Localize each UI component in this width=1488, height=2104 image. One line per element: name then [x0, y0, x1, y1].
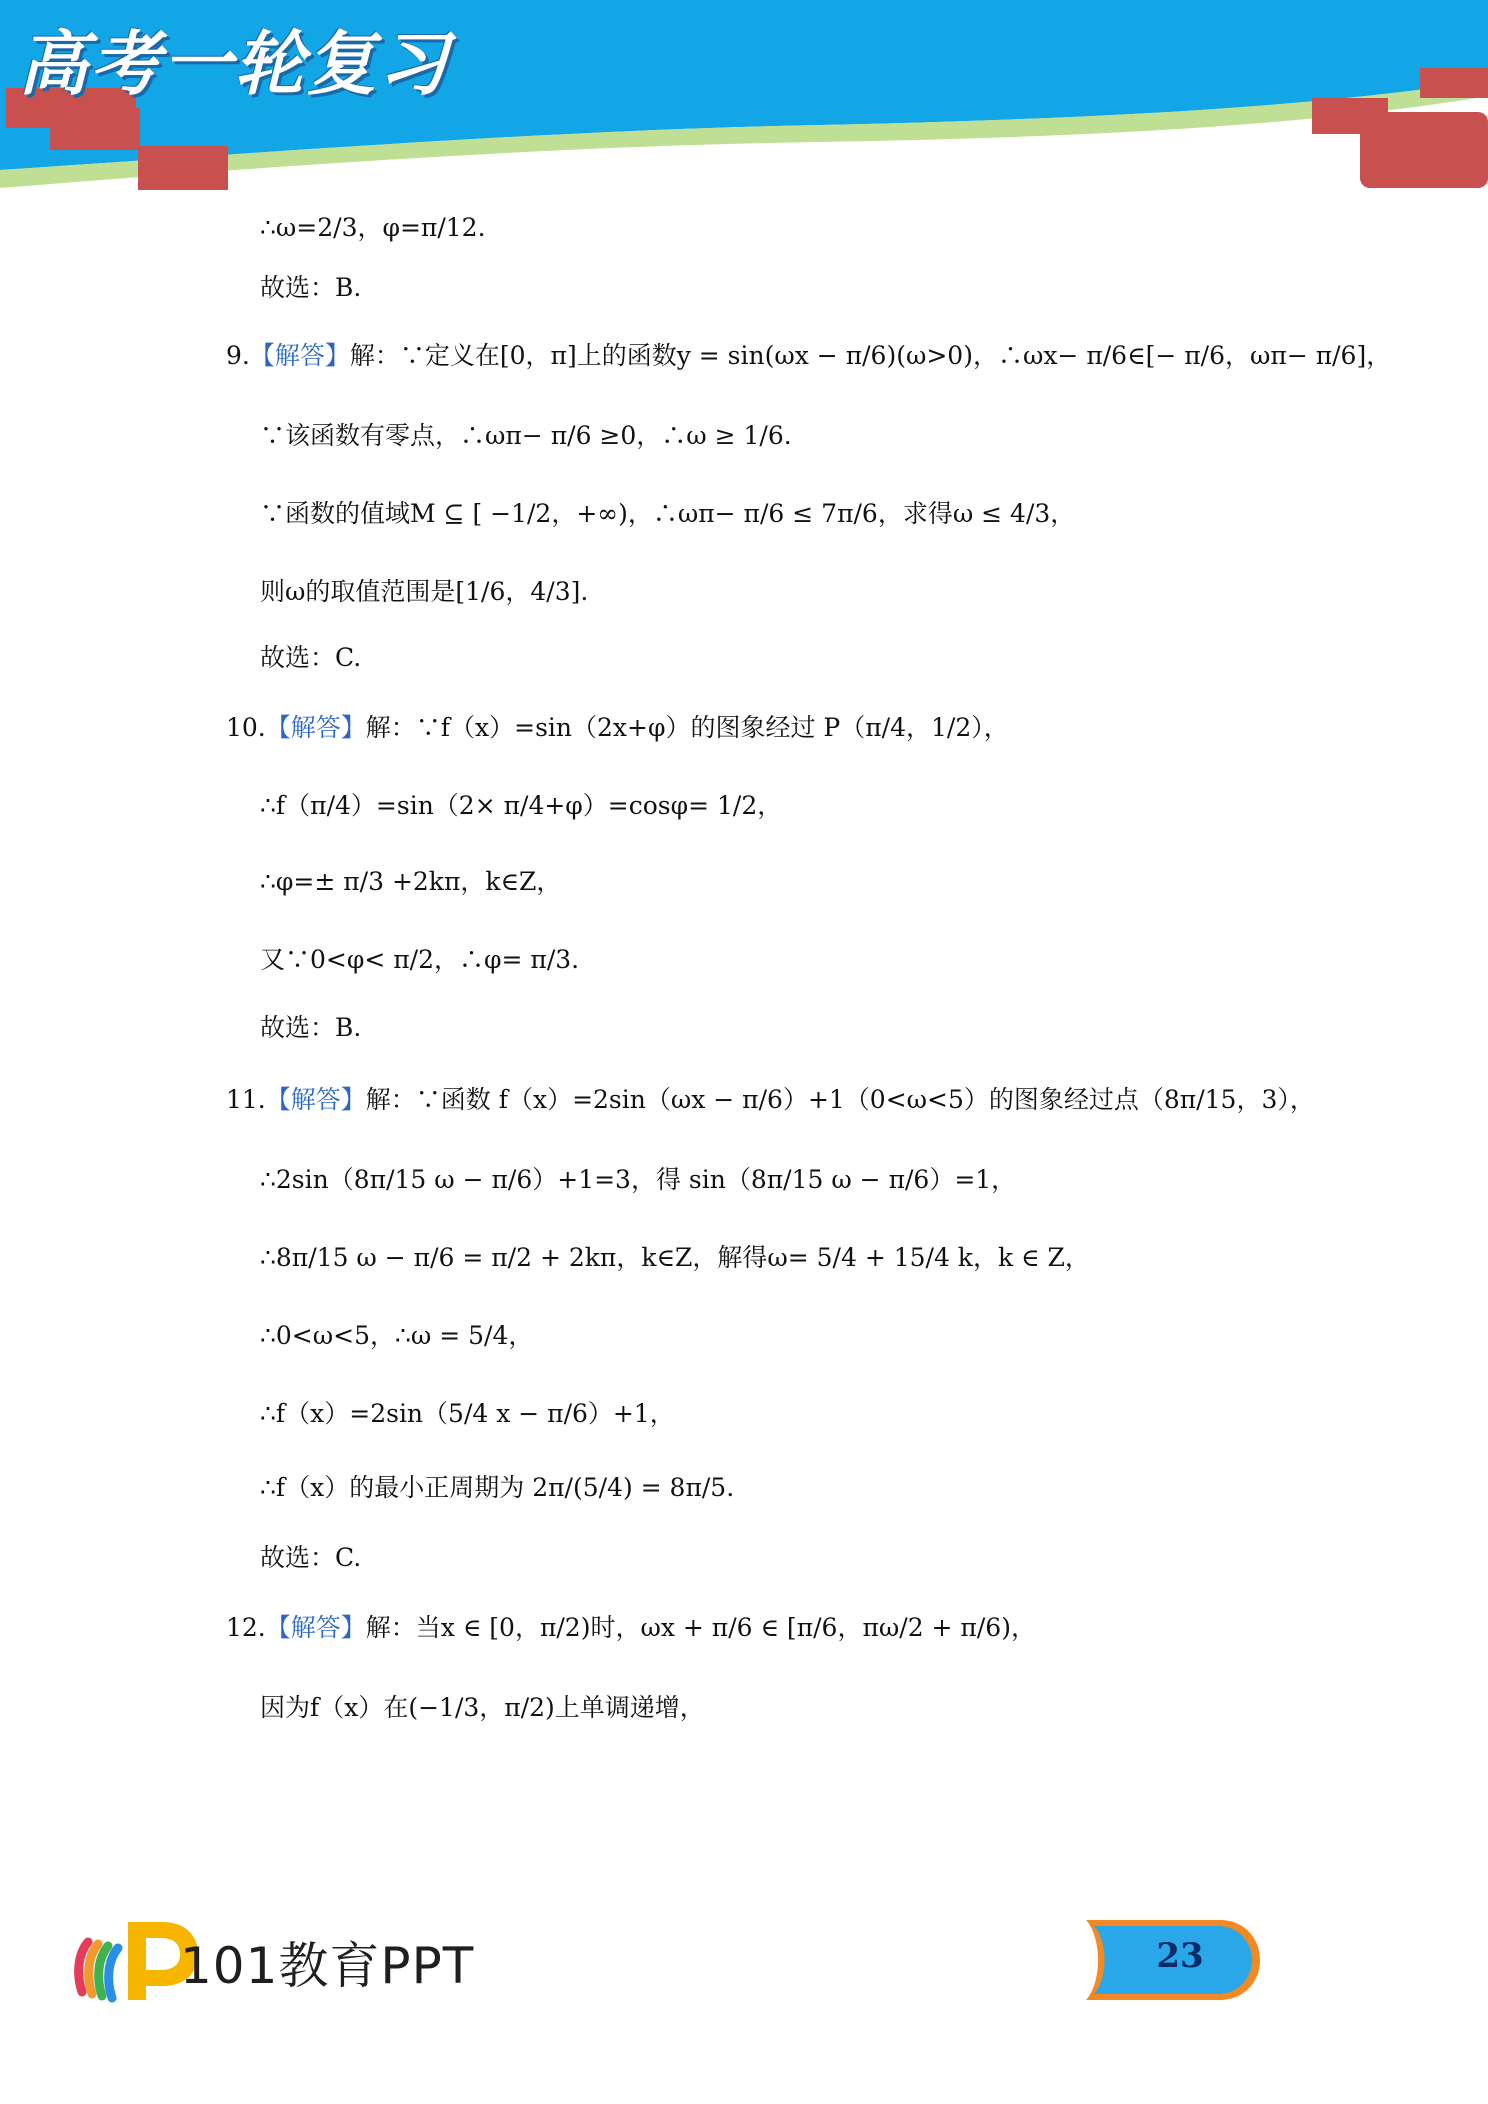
solution-line: ∴φ=± π/3 +2kπ，k∈Z，: [260, 867, 562, 896]
question-number: 12.: [226, 1613, 266, 1642]
solution-line: 因为f（x）在(−1/3，π/2)上单调递增，: [260, 1693, 705, 1722]
question-number: 9.: [226, 341, 250, 370]
question-12-line: 12.【解答】解：当x ∈ [0，π/2)时，ωx + π/6 ∈ [π/6，πω/2 + π/6)，: [226, 1613, 1036, 1642]
solution-line: ∴2sin（8π/15 ω − π/6）+1=3，得 sin（8π/15 ω − π/6）=1，: [260, 1165, 1017, 1194]
answer-tag: 【解答】: [265, 713, 366, 742]
brand-name: 101教育PPT: [180, 1937, 475, 1995]
question-number: 10.: [226, 713, 266, 742]
question-9-line: 9.【解答】解：∵定义在[0，π]上的函数y = sin(ωx − π/6)(ω>0)，∴ωx− π/6∈[− π/6，ωπ− π/6]，: [226, 341, 1392, 370]
answer-tag: 【解答】: [249, 341, 350, 370]
solution-line: ∵函数的值域M ⊆ [ −1/2，+∞)，∴ωπ− π/6 ≤ 7π/6，求得ω ≤ 4/3，: [260, 499, 1076, 528]
question-11-line: 11.【解答】解：∵函数 f（x）=2sin（ωx − π/6）+1（0<ω<5）的图象经过点（8π/15，3），: [226, 1085, 1315, 1114]
solution-line: ∵该函数有零点，∴ωπ− π/6 ≥0，∴ω ≥ 1/6.: [260, 421, 792, 450]
question-10-line: 10.【解答】解：∵f（x）=sin（2x+φ）的图象经过 P（π/4，1/2），: [226, 713, 1009, 742]
question-number: 11.: [226, 1085, 266, 1114]
solution-line: 故选：B.: [260, 1013, 362, 1042]
solution-line: 则ω的取值范围是[1/6，4/3].: [260, 577, 589, 606]
page-number: 23: [1156, 1936, 1204, 1976]
solution-line: 故选：C.: [260, 1543, 362, 1572]
solution-line: ∴f（x）=2sin（5/4 x − π/6）+1，: [260, 1399, 675, 1428]
solution-line: ∴ω=2/3，φ=π/12.: [260, 213, 486, 242]
solution-line: ∴0<ω<5，∴ω = 5/4，: [260, 1321, 534, 1350]
answer-tag: 【解答】: [265, 1085, 366, 1114]
solution-line: 又∵0<φ< π/2，∴φ= π/3.: [260, 945, 580, 974]
header-title: 高考一轮复习: [18, 23, 450, 105]
solution-line: ∴f（x）的最小正周期为 2π/(5/4) = 8π/5.: [260, 1473, 735, 1502]
solution-line: 故选：C.: [260, 643, 362, 672]
solution-line: ∴8π/15 ω − π/6 = π/2 + 2kπ，k∈Z，解得ω= 5/4 + 15/4 k，k ∈ Z，: [260, 1243, 1090, 1272]
solution-line: 故选：B.: [260, 273, 362, 302]
solution-line: ∴f（π/4）=sin（2× π/4+φ）=cosφ= 1/2，: [260, 791, 783, 820]
page-header: [0, 0, 1488, 200]
answer-tag: 【解答】: [265, 1613, 366, 1642]
